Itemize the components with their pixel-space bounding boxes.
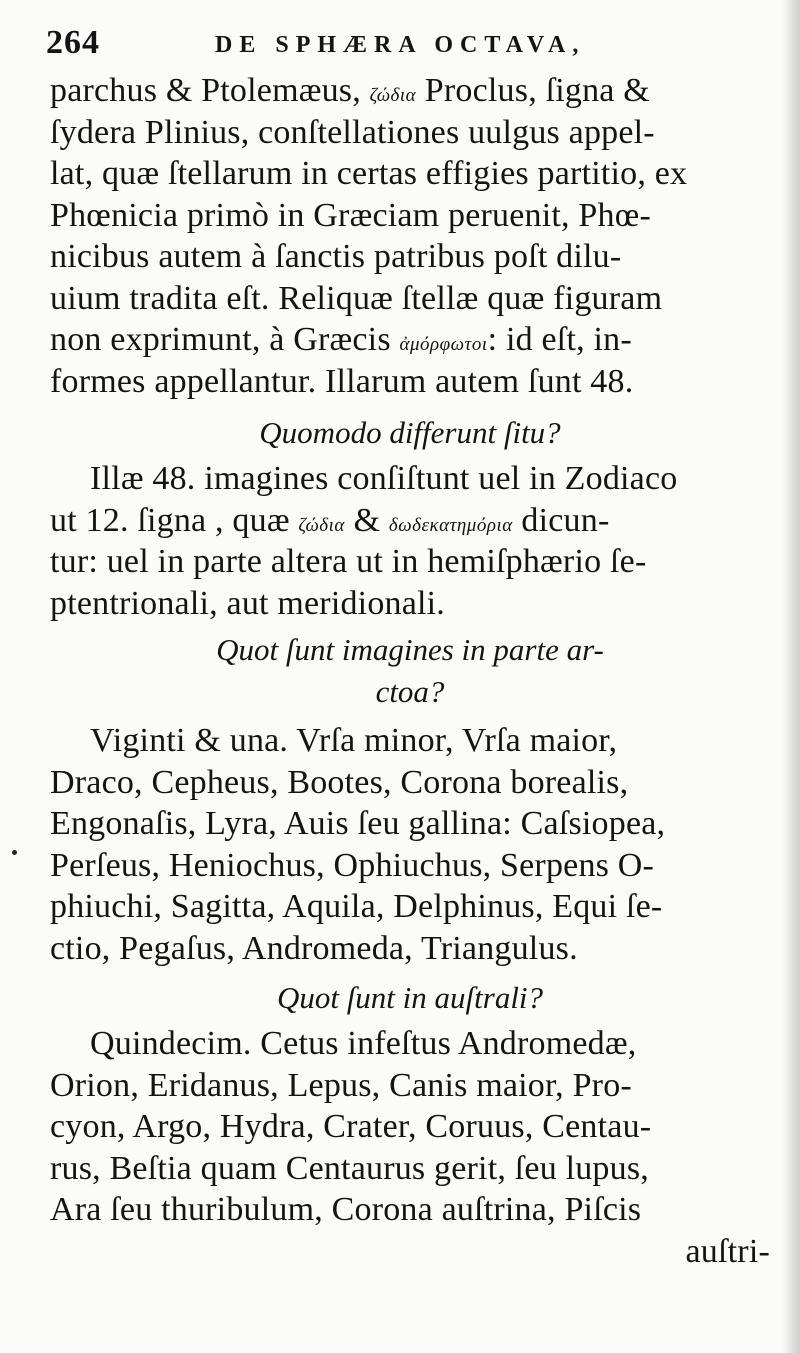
text-line: Draco, Cepheus, Bootes, Corona borealis,: [50, 763, 629, 801]
text-line-tail: dicun-: [512, 501, 610, 539]
question-heading: Quot ſunt in auſtrali?: [276, 980, 544, 1015]
text-line-tail: Proclus, ſigna &: [416, 72, 650, 109]
greek-word: ζώδια: [298, 514, 345, 536]
answer-paragraph: [50, 720, 770, 969]
text-line: Quindecim. Cetus infeſtus Andromedæ,: [90, 1025, 637, 1062]
text-line: [50, 319, 770, 361]
text-line: ptentrionali, aut meridionali.: [50, 584, 446, 622]
text-line-head: parchus & Ptolemæus,: [50, 72, 370, 109]
text-line: Orion, Eridanus, Lepus, Canis maior, Pro-: [50, 1066, 632, 1104]
text-line: Viginti & una. Vrſa minor, Vrſa maior,: [90, 722, 618, 759]
margin-ink-dot: [12, 850, 17, 855]
text-line: Phœnicia primò in Græciam peruenit, Phœ-: [50, 196, 652, 234]
text-line: lat, quæ ſtellarum in certas effigies partitio, ex: [50, 155, 688, 192]
question-heading: Quot ſunt imagines in parte ar-: [216, 632, 604, 667]
page-number: 264: [46, 24, 100, 61]
greek-word: ἀμόρφωτοι: [399, 334, 488, 355]
text-line-head: non exprimunt, à Græcis: [50, 321, 400, 358]
greek-word: ζώδια: [369, 85, 417, 106]
text-line: Perſeus, Heniochus, Ophiuchus, Serpens O-: [50, 846, 655, 884]
answer-paragraph: [50, 458, 770, 624]
text-line: tur: uel in parte altera ut in hemiſphærio ſe-: [50, 543, 647, 580]
text-line: cyon, Argo, Hydra, Crater, Coruus, Centau-: [50, 1108, 652, 1145]
text-line: Ara ſeu thuribulum, Corona auſtrina, Piſcis: [50, 1191, 642, 1228]
text-line: nicibus autem à ſanctis patribus poſt dilu-: [50, 238, 622, 275]
text-line-head: ut 12. ſigna , quæ: [50, 501, 299, 539]
question-heading-continuation: ctoa?: [375, 674, 445, 709]
text-line-tail: : id eſt, in-: [487, 321, 632, 358]
text-line: [50, 500, 770, 542]
text-line: rus, Beſtia quam Centaurus gerit, ſeu lupus,: [50, 1149, 649, 1187]
paragraph-continuation: [50, 70, 770, 402]
page-header: [40, 22, 760, 70]
text-line: ſydera Plinius, conſtellationes uulgus appel-: [50, 113, 655, 151]
answer-paragraph: [50, 1023, 770, 1272]
text-line-mid: &: [344, 501, 389, 539]
text-line: uium tradita eſt. Reliquæ ſtellæ quæ figuram: [50, 279, 663, 317]
catchword: auſtri-: [685, 1232, 770, 1270]
text-line: Illæ 48. imagines conſiſtunt uel in Zodiaco: [90, 460, 678, 497]
greek-word: δωδεκατημόρια: [388, 514, 513, 536]
text-line: phiuchi, Sagitta, Aquila, Delphinus, Equi ſe-: [50, 888, 663, 925]
question-heading: Quomodo differunt ſitu?: [259, 415, 561, 450]
text-line: ctio, Pegaſus, Andromeda, Triangulus.: [50, 929, 578, 967]
text-block: [50, 70, 770, 1272]
text-line: [50, 70, 770, 112]
text-line: formes appellantur. Illarum autem ſunt 48.: [50, 362, 634, 400]
text-line: Engonaſis, Lyra, Auis ſeu gallina: Caſsiopea,: [50, 805, 666, 842]
page-edge-shadow: [782, 0, 800, 1353]
running-head: DE SPHÆRA OCTAVA,: [215, 32, 586, 58]
